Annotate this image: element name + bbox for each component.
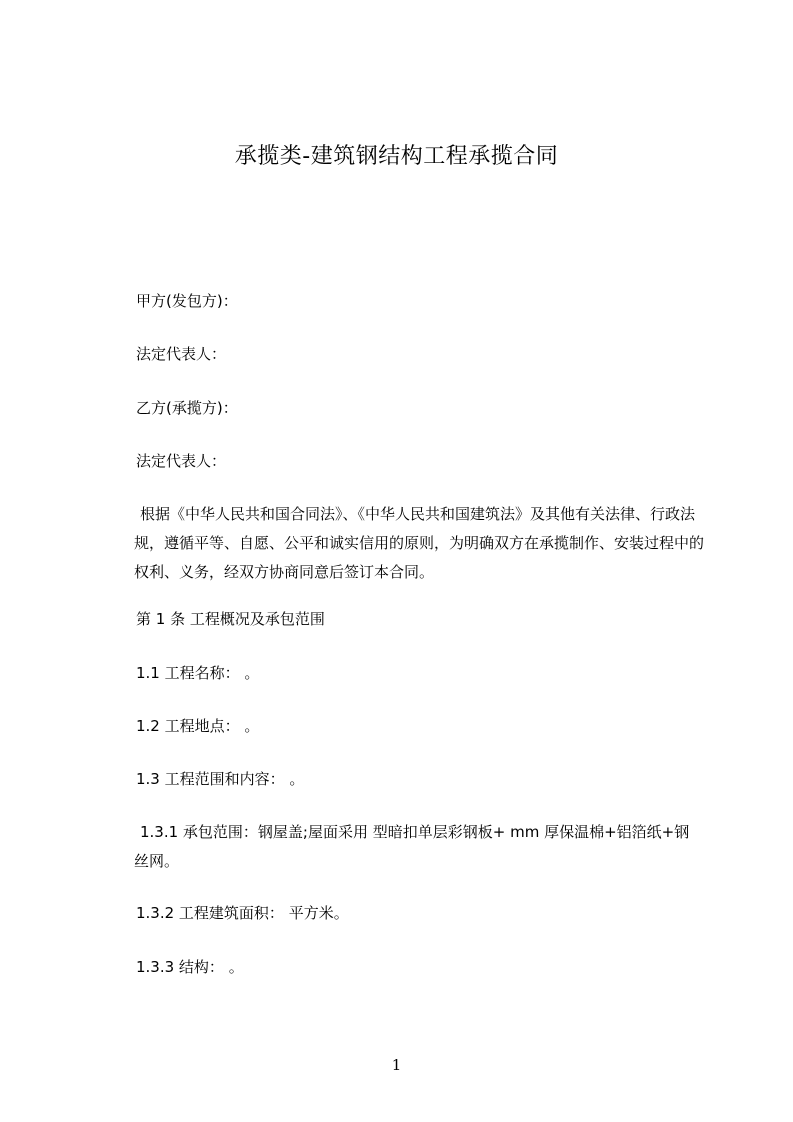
item-1-3-project-scope: 1.3 工程范围和内容： 。 [136, 770, 305, 788]
document-title: 承揽类-建筑钢结构工程承揽合同 [234, 144, 559, 169]
party-a-label: 甲方(发包方)： [136, 292, 238, 310]
preamble-text: 根据《中华人民共和国合同法》、《中华人民共和国建筑法》及其他有关法律、行政法规，遵循平等、自愿、公平和诚实信用的原则，为明确双方在承揽制作、安装过程中的权利、义务，经双方协商同意后签订本合同。 [134, 505, 705, 581]
item-1-3-3-structure: 1.3.3 结构： 。 [136, 958, 244, 976]
item-1-3-1-contract-scope [134, 818, 704, 876]
item-1-2-project-location: 1.2 工程地点： 。 [136, 717, 260, 735]
preamble-paragraph [134, 500, 704, 587]
party-b-label: 乙方(承揽方)： [136, 399, 238, 417]
party-a-representative-label: 法定代表人： [136, 345, 227, 363]
page-number: 1 [391, 1056, 402, 1074]
article-1-heading: 第 1 条 工程概况及承包范围 [136, 610, 325, 628]
item-1-3-2-building-area: 1.3.2 工程建筑面积： 平方米。 [136, 904, 349, 922]
party-b-representative-label: 法定代表人： [136, 452, 227, 470]
item-1-1-project-name: 1.1 工程名称： 。 [136, 664, 260, 682]
item-1-3-1-text: 1.3.1 承包范围：钢屋盖;屋面采用 型暗扣单层彩钢板+ mm 厚保温棉+铝箔纸+钢丝网。 [134, 823, 690, 870]
